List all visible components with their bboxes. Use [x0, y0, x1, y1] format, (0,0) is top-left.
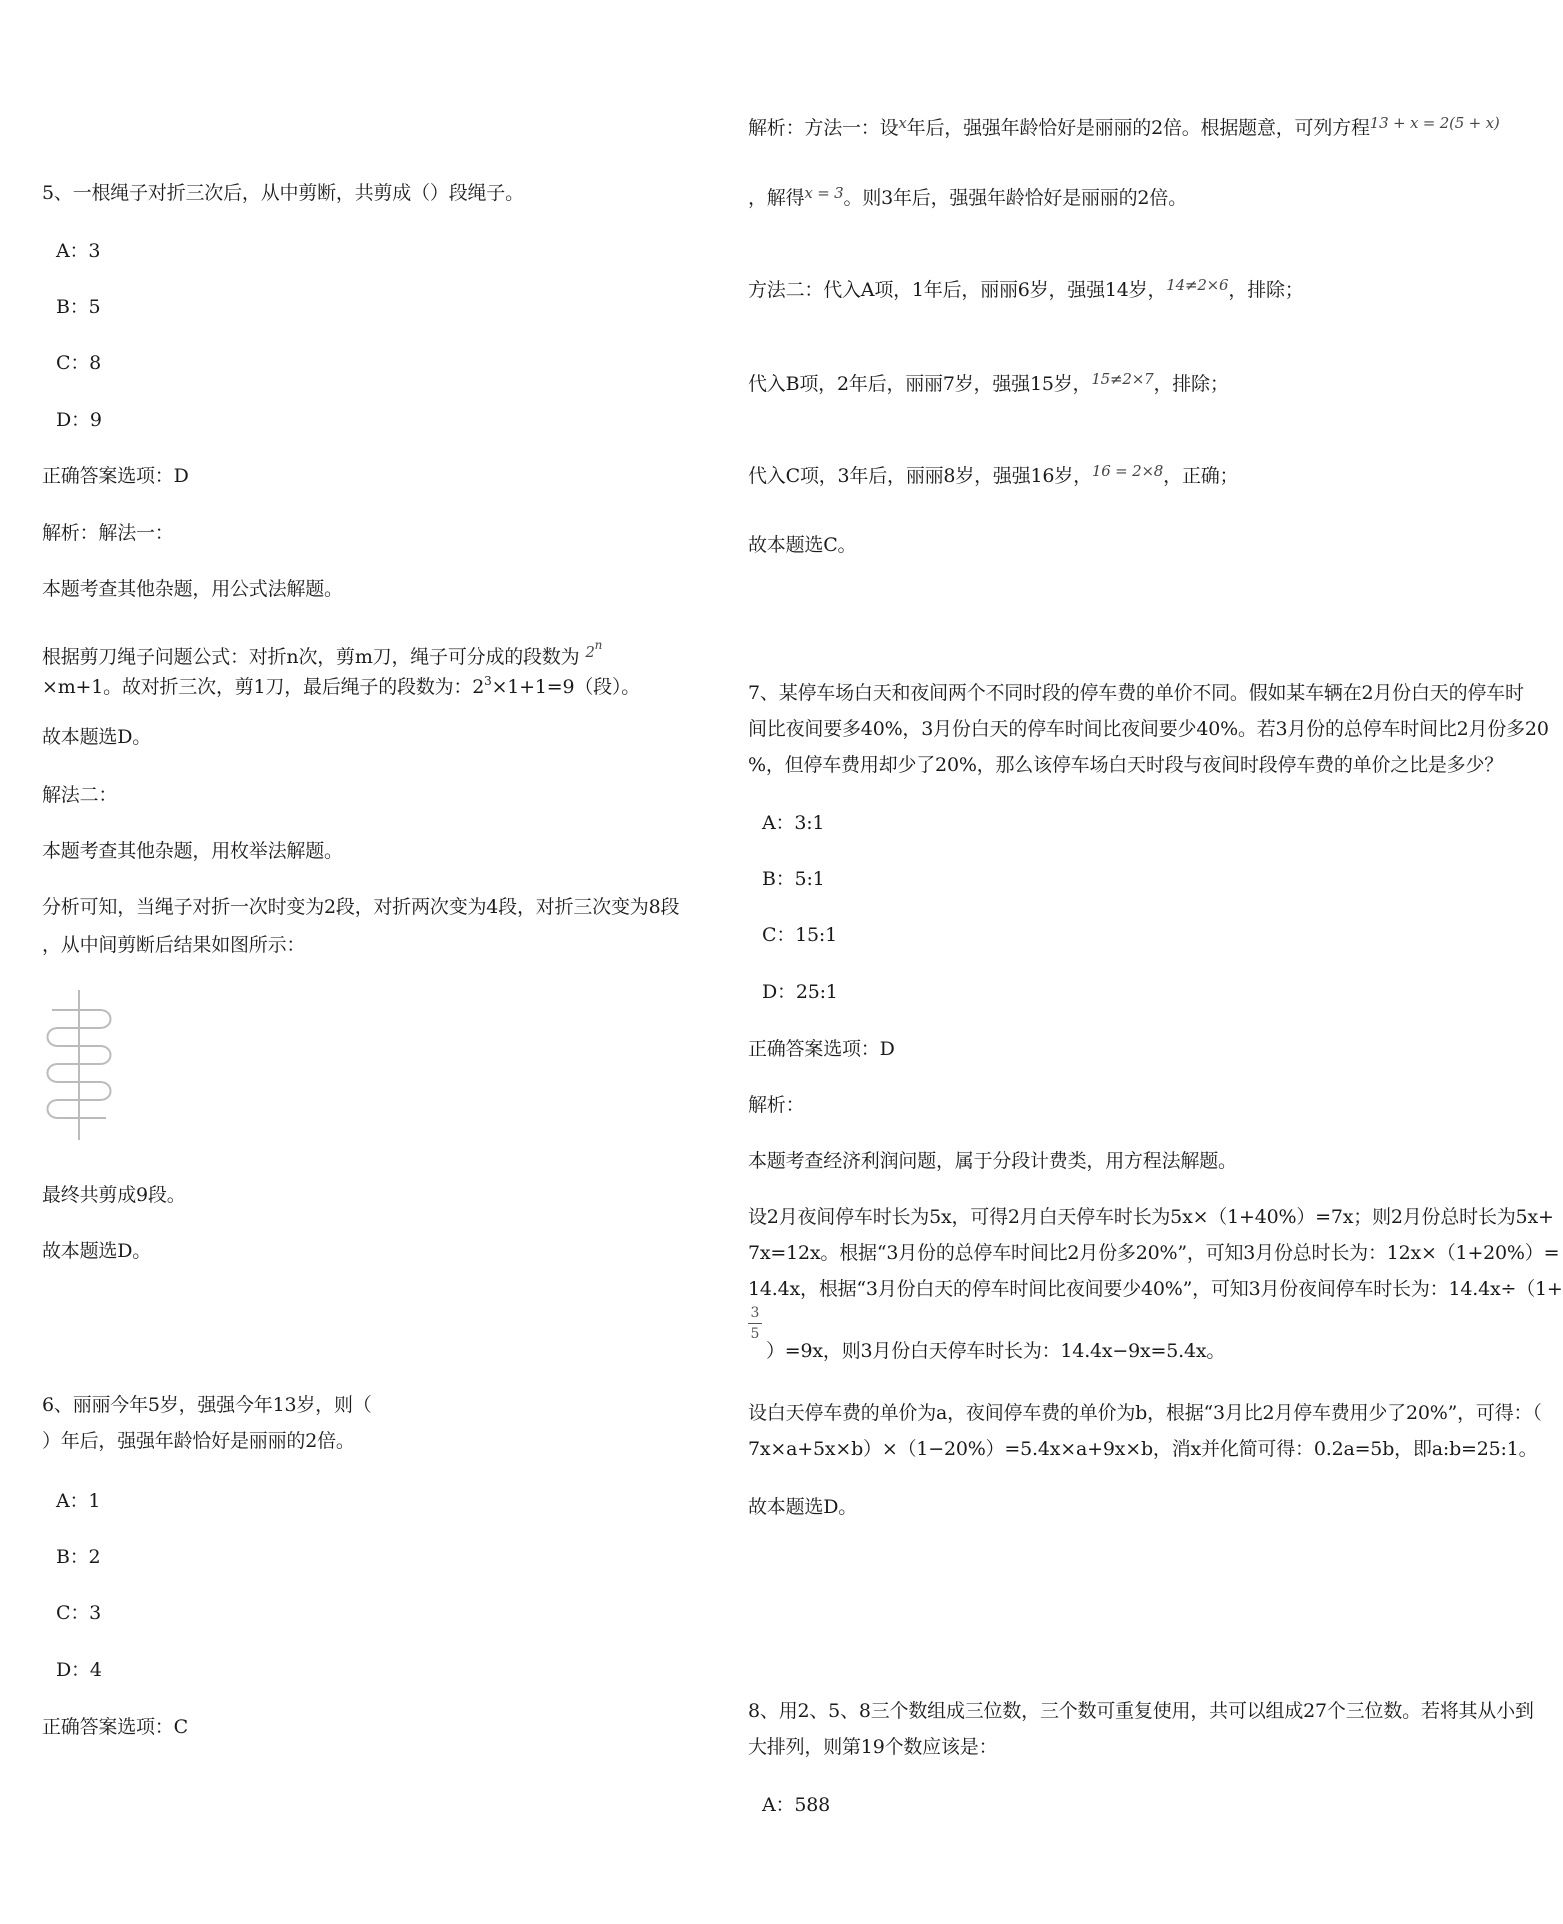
q7-paragraph: 设白天停车费的单价为a，夜间停车费的单价为b，根据“3月比2月停车费用少了20%”，可得：（	[748, 1402, 1542, 1424]
q6-question: 6、丽丽今年5岁，强强今年13岁，则（	[42, 1394, 372, 1416]
q5-analysis-label: 解析：解法一：	[42, 522, 174, 544]
analysis-text: 年后，强强年龄恰好是丽丽的2倍。根据题意，可列方程	[906, 117, 1370, 139]
analysis-text: 。则3年后，强强年龄恰好是丽丽的2倍。	[843, 187, 1187, 209]
q7-conclusion: 故本题选D。	[748, 1496, 858, 1518]
analysis-equation: 15≠2×7	[1091, 370, 1154, 388]
q5-formula-text-2: ×m+1。故对折三次，剪1刀，最后绳子的段数为：2	[42, 676, 485, 698]
q5-formula-line-2	[42, 666, 640, 702]
analysis-text: 解析：方法一：设	[748, 117, 899, 139]
q6-question-cont: ）年后，强强年龄恰好是丽丽的2倍。	[42, 1430, 355, 1452]
q5-option-b: B：5	[56, 296, 101, 318]
q7-question: 7、某停车场白天和夜间两个不同时段的停车费的单价不同。假如某车辆在2月份白天的停车时	[748, 682, 1524, 704]
analysis-equation: 16 = 2×8	[1091, 462, 1164, 480]
q5-paragraph: ，从中间剪断后结果如图所示：	[42, 934, 306, 956]
q5-option-a: A：3	[56, 240, 101, 262]
q8-question-cont: 大排列，则第19个数应该是：	[748, 1736, 998, 1758]
analysis-text: ，解得	[748, 187, 805, 209]
q5-formula-base: 2	[585, 643, 595, 661]
q6-analysis-line-1	[748, 108, 1499, 143]
q5-question: 5、一根绳子对折三次后，从中剪断，共剪成（）段绳子。	[42, 182, 524, 204]
q7-paragraph: 设2月夜间停车时长为5x，可得2月白天停车时长为5x×（1+40%）=7x；则2月份总时长为5x+	[748, 1206, 1554, 1228]
rope-figure	[44, 990, 114, 1160]
analysis-text: 方法二：代入A项，1年后，丽丽6岁，强强14岁，	[748, 279, 1167, 301]
q5-paragraph: 本题考查其他杂题，用枚举法解题。	[42, 840, 343, 862]
q7-paragraph: 本题考查经济利润问题，属于分段计费类，用方程法解题。	[748, 1150, 1237, 1172]
q5-conclusion: 故本题选D。	[42, 726, 152, 748]
q7-paragraph: ）=9x，则3月份白天停车时长为：14.4x−9x=5.4x。	[766, 1340, 1226, 1362]
q6-option-c: C：3	[56, 1602, 102, 1624]
q6-option-d: D：4	[56, 1659, 102, 1681]
q6-analysis-line-4	[748, 364, 1229, 399]
q6-analysis-line-5	[748, 456, 1238, 491]
fraction-bar	[748, 1323, 762, 1324]
q7-paragraph: 7x×a+5x×b）×（1−20%）=5.4x×a+9x×b，消x并化简可得：0.2a=5b，即a:b=25:1。	[748, 1438, 1538, 1460]
q7-paragraph: 14.4x，根据“3月份白天的停车时间比夜间要少40%”，可知3月份夜间停车时长为：14.4x÷（1+	[748, 1278, 1563, 1300]
q5-formula-text-3: ×1+1=9（段）。	[491, 676, 641, 698]
fraction-denominator: 5	[750, 1326, 760, 1342]
q5-formula-text: 根据剪刀绳子问题公式：对折n次，剪m刀，绳子可分成的段数为	[42, 646, 580, 668]
q5-result: 最终共剪成9段。	[42, 1184, 186, 1206]
q5-answer: 正确答案选项：D	[42, 465, 189, 487]
q6-analysis-line-2	[748, 178, 1187, 213]
fraction-numerator: 3	[750, 1305, 760, 1321]
q7-option-d: D：25:1	[762, 981, 838, 1003]
q5-formula-exponent: n	[594, 638, 603, 652]
q5-option-d: D：9	[56, 409, 102, 431]
q8-question: 8、用2、5、8三个数组成三位数，三个数可重复使用，共可以组成27个三位数。若将其从小到	[748, 1700, 1534, 1722]
analysis-equation: 14≠2×6	[1166, 276, 1229, 294]
q7-fraction	[748, 1304, 762, 1343]
analysis-equation: 13 + x = 2(5 + x)	[1369, 114, 1500, 132]
q7-option-c: C：15:1	[762, 924, 838, 946]
q5-conclusion: 故本题选D。	[42, 1240, 152, 1262]
analysis-var: x	[898, 114, 907, 132]
q7-analysis-label: 解析：	[748, 1094, 805, 1116]
q6-conclusion: 故本题选C。	[748, 534, 857, 556]
q7-paragraph: 7x=12x。根据“3月份的总停车时间比2月份多20%”，可知3月份总时长为：12x×（1+20%）=	[748, 1242, 1560, 1264]
analysis-text: 代入B项，2年后，丽丽7岁，强强15岁，	[748, 373, 1092, 395]
q7-question-cont: %，但停车费用却少了20%，那么该停车场白天时段与夜间时段停车费的单价之比是多少？	[748, 754, 1504, 776]
analysis-equation: x = 3	[804, 184, 844, 202]
q6-answer: 正确答案选项：C	[42, 1716, 188, 1738]
analysis-text: ，排除；	[1228, 279, 1304, 301]
q7-question-cont: 间比夜间要多40%，3月份白天的停车时间比夜间要少40%。若3月份的总停车时间比2月份多20	[748, 718, 1549, 740]
q5-paragraph: 本题考查其他杂题，用公式法解题。	[42, 578, 343, 600]
q5-method2-label: 解法二：	[42, 784, 118, 806]
q5-paragraph: 分析可知，当绳子对折一次时变为2段，对折两次变为4段，对折三次变为8段	[42, 896, 680, 918]
analysis-text: 代入C项，3年后，丽丽8岁，强强16岁，	[748, 465, 1092, 487]
q6-option-b: B：2	[56, 1546, 101, 1568]
q7-option-a: A：3:1	[762, 812, 825, 834]
q8-option-a: A：588	[762, 1794, 830, 1816]
q5-option-c: C：8	[56, 352, 102, 374]
q7-answer: 正确答案选项：D	[748, 1038, 895, 1060]
analysis-text: ，排除；	[1153, 373, 1229, 395]
analysis-text: ，正确；	[1163, 465, 1239, 487]
q7-option-b: B：5:1	[762, 868, 825, 890]
q6-option-a: A：1	[56, 1490, 101, 1512]
q6-analysis-line-3	[748, 270, 1304, 305]
q5-formula-math	[585, 638, 603, 661]
q5-formula-exponent-2: 3	[484, 674, 492, 688]
